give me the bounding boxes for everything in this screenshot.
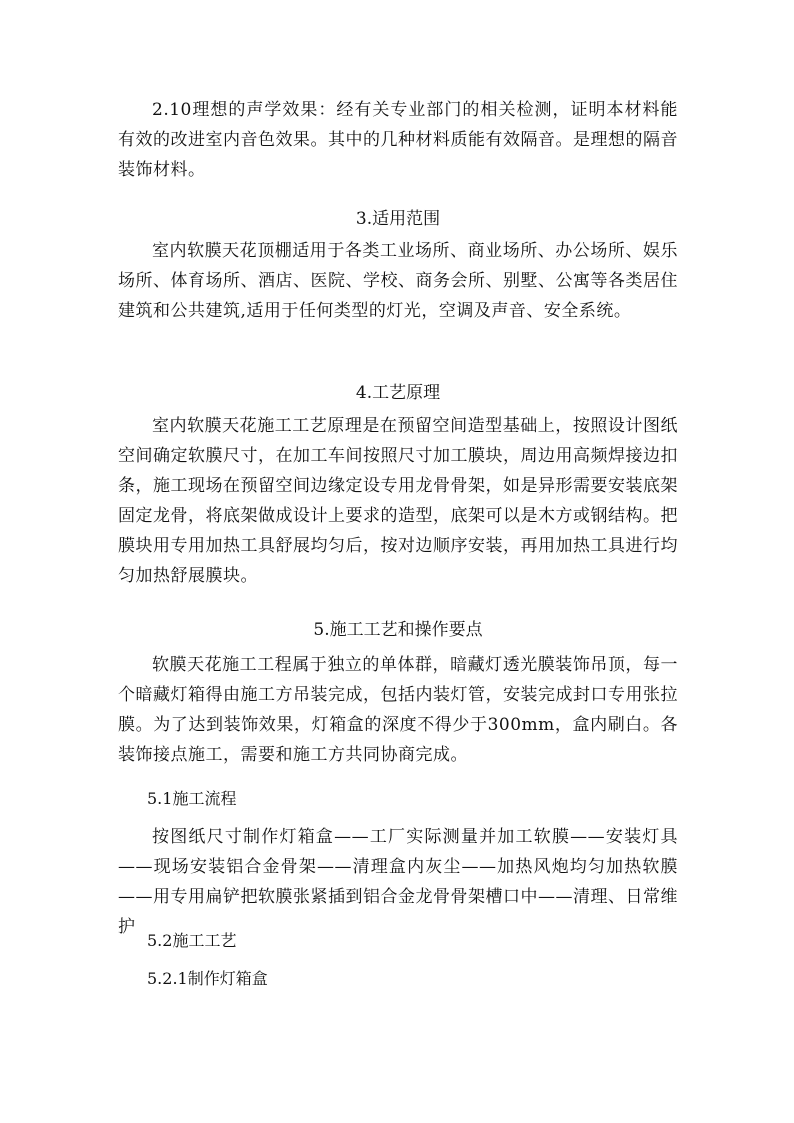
section-heading-5: 5.施工工艺和操作要点 — [313, 620, 483, 640]
paragraph-scope: 室内软膜天花顶棚适用于各类工业场所、商业场所、办公场所、娱乐场所、体育场所、酒店、医院、学校、商务会所、别墅、公寓等各类居住建筑和公共建筑,适用于任何类型的灯光，空调及声音、安全系统。 — [118, 241, 678, 321]
paragraph-construction: 软膜天花施工工程属于独立的单体群，暗藏灯透光膜装饰吊顶，每一个暗藏灯箱得由施工方吊装完成，包括内装灯管，安装完成封口专用张拉膜。为了达到装饰效果，灯箱盒的深度不得少于300mm，盒内刷白。各装饰接点施工，需要和施工方共同协商完成。 — [118, 655, 678, 765]
paragraph-principle: 室内软膜天花施工工艺原理是在预留空间造型基础上，按照设计图纸空间确定软膜尺寸，在加工车间按照尺寸加工膜块，周边用高频焊接边扣条，施工现场在预留空间边缘定设专用龙骨骨架，如是异形需要安装底架固定龙骨，将底架做成设计上要求的造型，底架可以是木方或钢结构。把膜块用专用加热工具舒展均匀后，按对边顺序安装，再用加热工具进行均匀加热舒展膜块。 — [118, 416, 678, 586]
subsection-heading-5-2: 5.2施工工艺 — [147, 931, 237, 950]
paragraph-process-flow: 按图纸尺寸制作灯箱盒——工厂实际测量并加工软膜——安装灯具——现场安装铝合金骨架——清理盒内灰尘——加热风炮均匀加热软膜——用专用扁铲把软膜张紧插到铝合金龙骨骨架槽口中——清理、日常维护 — [118, 827, 678, 937]
section-heading-3: 3.适用范围 — [355, 209, 441, 229]
paragraph-2-10: 2.10理想的声学效果：经有关专业部门的相关检测，证明本材料能有效的改进室内音色效果。其中的几种材料质能有效隔音。是理想的隔音装饰材料。 — [118, 100, 678, 180]
subsection-heading-5-1: 5.1施工流程 — [147, 789, 237, 808]
section-heading-4: 4.工艺原理 — [355, 383, 441, 403]
subsection-heading-5-2-1: 5.2.1制作灯箱盒 — [147, 969, 268, 988]
